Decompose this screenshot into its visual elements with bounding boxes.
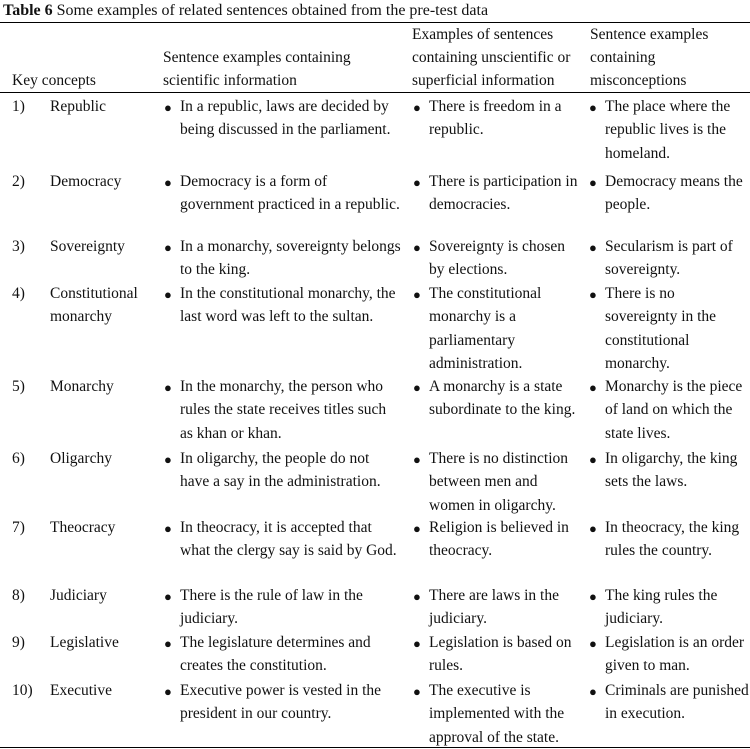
bullet-icon: ● (589, 100, 597, 115)
bottom-rule (0, 747, 750, 748)
unscientific-cell: Sovereignty is chosen by elections. (429, 238, 566, 279)
bullet-icon: ● (164, 636, 172, 651)
bullet-icon: ● (164, 287, 172, 302)
scientific-cell: Executive power is vested in the president in our country. (180, 682, 382, 723)
misconception-cell: Secularism is part of sovereignty. (605, 238, 733, 279)
misconception-cell: In oligarchy, the king sets the laws. (605, 450, 738, 491)
key-concept: Theocracy (50, 519, 116, 536)
bullet-icon: ● (164, 589, 172, 604)
bullet-icon: ● (164, 521, 172, 536)
unscientific-cell: The executive is implemented with the approval of the state. (429, 682, 565, 746)
misconception-cell: There is no sovereignty in the constitutional monarchy. (605, 285, 717, 372)
bullet-icon: ● (413, 521, 421, 536)
bullet-icon: ● (164, 380, 172, 395)
unscientific-cell: Legislation is based on rules. (429, 634, 572, 675)
unscientific-cell: The constitutional monarchy is a parliamentary administration. (429, 285, 542, 372)
unscientific-cell: Religion is believed in theocracy. (429, 519, 569, 560)
key-concept: Sovereignty (50, 238, 125, 255)
key-concept: Monarchy (50, 378, 114, 395)
unscientific-cell: There are laws in the judiciary. (429, 587, 559, 628)
bullet-icon: ● (164, 175, 172, 190)
bullet-icon: ● (413, 636, 421, 651)
bullet-icon: ● (589, 287, 597, 302)
header-unscientific: Examples of sentences containing unscientific or superficial information (412, 26, 571, 89)
row-number: 5) (12, 378, 25, 395)
header-scientific: Sentence examples containing scientific information (163, 49, 351, 89)
unscientific-cell: There is participation in democracies. (429, 173, 578, 214)
scientific-cell: In the constitutional monarchy, the last word was left to the sultan. (180, 285, 396, 326)
key-concept: Oligarchy (50, 450, 112, 467)
row-number: 3) (12, 238, 25, 255)
bullet-icon: ● (589, 380, 597, 395)
bullet-icon: ● (589, 636, 597, 651)
header-misconceptions: Sentence examples containing misconceptions (590, 26, 709, 89)
row-number: 10) (12, 682, 33, 699)
bullet-icon: ● (413, 684, 421, 699)
key-concept: Executive (50, 682, 112, 699)
bullet-icon: ● (164, 684, 172, 699)
table-label: Table 6 (3, 2, 53, 19)
bullet-icon: ● (589, 684, 597, 699)
bullet-icon: ● (589, 521, 597, 536)
scientific-cell: In oligarchy, the people do not have a say in the administration. (180, 450, 381, 491)
row-number: 4) (12, 285, 25, 302)
misconception-cell: Monarchy is the piece of land on which the state lives. (605, 378, 743, 442)
bullet-icon: ● (164, 452, 172, 467)
key-concept: Legislative (50, 634, 119, 651)
bullet-icon: ● (413, 380, 421, 395)
bullet-icon: ● (589, 175, 597, 190)
row-number: 7) (12, 519, 25, 536)
bullet-icon: ● (589, 240, 597, 255)
bullet-icon: ● (413, 287, 421, 302)
header-rule (0, 92, 750, 93)
table-caption (3, 1, 488, 21)
misconception-cell: The king rules the judiciary. (605, 587, 718, 628)
table-title: Some examples of related sentences obtained from the pre-test data (56, 2, 489, 19)
row-number: 9) (12, 634, 25, 651)
misconception-cell: Democracy means the people. (605, 173, 743, 214)
row-number: 8) (12, 587, 25, 604)
bullet-icon: ● (413, 240, 421, 255)
bullet-icon: ● (413, 589, 421, 604)
misconception-cell: In theocracy, the king rules the country. (605, 519, 740, 560)
bullet-icon: ● (413, 100, 421, 115)
misconception-cell: Criminals are punished in execution. (605, 682, 749, 723)
bullet-icon: ● (413, 175, 421, 190)
key-concept: Democracy (50, 173, 122, 190)
misconception-cell: Legislation is an order given to man. (605, 634, 745, 675)
key-concept: Constitutional monarchy (50, 285, 138, 325)
bullet-icon: ● (164, 240, 172, 255)
scientific-cell: In the monarchy, the person who rules the state receives titles such as khan or khan. (180, 378, 387, 442)
misconception-cell: The place where the republic lives is the homeland. (605, 98, 731, 162)
scientific-cell: In a monarchy, sovereignty belongs to the king. (180, 238, 401, 279)
unscientific-cell: There is no distinction between men and women in oligarchy. (429, 450, 569, 514)
bullet-icon: ● (589, 589, 597, 604)
unscientific-cell: A monarchy is a state subordinate to the king. (429, 378, 576, 419)
bullet-icon: ● (413, 452, 421, 467)
bullet-icon: ● (589, 452, 597, 467)
bullet-icon: ● (164, 100, 172, 115)
row-number: 2) (12, 173, 25, 190)
row-number: 6) (12, 450, 25, 467)
scientific-cell: In a republic, laws are decided by being discussed in the parliament. (180, 98, 391, 139)
unscientific-cell: There is freedom in a republic. (429, 98, 562, 139)
scientific-cell: The legislature determines and creates the constitution. (180, 634, 371, 675)
scientific-cell: There is the rule of law in the judiciary. (180, 587, 363, 628)
scientific-cell: In theocracy, it is accepted that what the clergy say is said by God. (180, 519, 397, 560)
header-key-concepts: Key concepts (12, 72, 96, 89)
key-concept: Judiciary (50, 587, 107, 604)
row-number: 1) (12, 98, 25, 115)
key-concept: Republic (50, 98, 106, 115)
scientific-cell: Democracy is a form of government practiced in a republic. (180, 173, 400, 214)
